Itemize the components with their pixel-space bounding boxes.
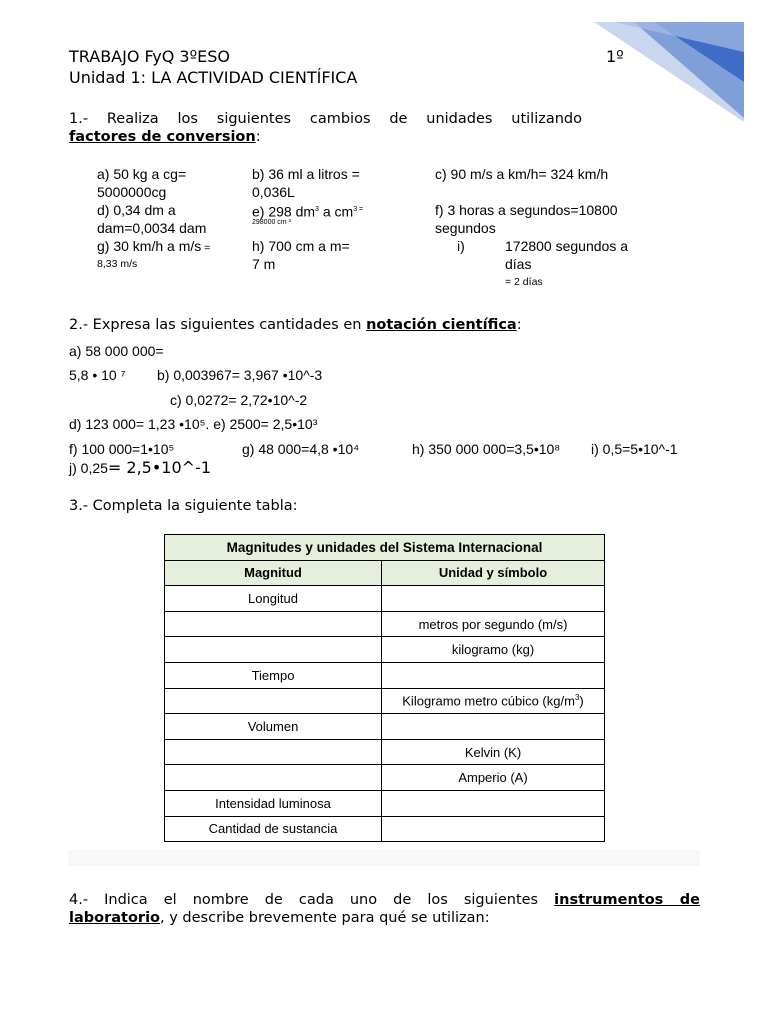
q1-a-line1: a) 50 kg a cg= xyxy=(97,166,187,182)
si-units-table xyxy=(164,534,605,842)
q1-c: c) 90 m/s a km/h= 324 km/h xyxy=(435,166,609,182)
table-title: Magnitudes y unidades del Sistema Internacional xyxy=(165,535,605,561)
q1-h-line1: h) 700 cm a m= xyxy=(252,238,350,254)
q2-intro: 2.- Expresa las siguientes cantidades en notación científica: xyxy=(69,317,522,333)
table-row: Kilogramo metro cúbico $(kg/m^3)$ xyxy=(165,688,605,714)
q1-b-line2: 0,036L xyxy=(252,184,295,200)
q1-e-line2: 298000 cm ³ xyxy=(252,219,291,226)
q4-intro-line2: laboratorio, y describe brevemente para qué se utilizan: xyxy=(69,910,490,926)
q1-intro: 1.- Realiza los siguientes cambios de unidades utilizando xyxy=(69,111,582,127)
q1-i-line3: = 2 días xyxy=(505,276,543,288)
table-row: Intensidad luminosa xyxy=(165,790,605,816)
q2-a: a) 58 000 000= xyxy=(69,343,164,359)
table-row: Amperio (A) xyxy=(165,765,605,791)
q1-i-line1: 172800 segundos a xyxy=(505,238,628,254)
q1-e-line1: e) 298 $dm^3$ a $cm^{3 =}$ xyxy=(252,203,364,220)
q1-f-line2: segundos xyxy=(435,220,496,236)
table-row: kilogramo (kg) xyxy=(165,637,605,663)
q1-g-line1: g) 30 km/h a m/s = xyxy=(97,238,211,254)
q1-d-line1: d) 0,34 dm a xyxy=(97,202,176,218)
table-row: Kelvin (K) xyxy=(165,739,605,765)
q1-intro-line2: factores de conversion: xyxy=(69,129,261,145)
q2-h: h) 350 000 000=3,5•10⁸ xyxy=(412,441,561,457)
corner-decoration xyxy=(594,22,744,122)
unit-title: Unidad 1: LA ACTIVIDAD CIENTÍFICA xyxy=(69,68,358,87)
q2-c: c) 0,0272= 2,72•10^-2 xyxy=(170,392,308,408)
q2-keyword: notación científica xyxy=(366,317,517,333)
q1-h-line2: 7 m xyxy=(252,256,276,272)
q1-f-line1: f) 3 horas a segundos=10800 xyxy=(435,202,618,218)
column-header-unit: Unidad y símbolo xyxy=(382,560,605,586)
q1-g-line2: 8,33 m/s xyxy=(97,258,138,270)
q1-keyword: factores de conversion xyxy=(69,129,256,145)
q2-a-answer: 5,8 • 10 ⁷ xyxy=(69,367,126,383)
doc-title: TRABAJO FyQ 3ºESO xyxy=(69,47,230,66)
table-row: Longitud xyxy=(165,586,605,612)
table-row: Cantidad de sustancia xyxy=(165,816,605,842)
q1-i-label: i) xyxy=(457,238,465,254)
q2-f: f) 100 000=1•10⁵ xyxy=(69,441,175,457)
q2-b: b) 0,003967= 3,967 •10^-3 xyxy=(157,367,323,383)
table-row: Tiempo xyxy=(165,662,605,688)
table-row: metros por segundo (m/s) xyxy=(165,611,605,637)
q1-b-line1: b) 36 ml a litros = xyxy=(252,166,360,182)
q2-g: g) 48 000=4,8 •10⁴ xyxy=(242,441,360,457)
q1-a-line2: 5000000cg xyxy=(97,184,167,200)
q2-j: j) 0,25= 2,5•10^-1 xyxy=(69,458,212,477)
q1-i-line2: días xyxy=(505,256,532,272)
table-row: Volumen xyxy=(165,714,605,740)
column-header-magnitude: Magnitud xyxy=(165,560,382,586)
q2-d-e: d) 123 000= 1,23 •10⁵. e) 2500= 2,5•10³ xyxy=(69,416,318,432)
course-label: 1º xyxy=(606,47,624,66)
q4-keyword: instrumentos de xyxy=(554,892,700,908)
q2-i: i) 0,5=5•10^-1 xyxy=(591,441,678,457)
q4-intro-line1: 4.- Indica el nombre de cada uno de los siguientes instrumentos de xyxy=(69,892,700,908)
q3-intro: 3.- Completa la siguiente tabla: xyxy=(69,498,298,514)
q1-d-line2: dam=0,0034 dam xyxy=(97,220,207,236)
section-separator xyxy=(68,850,700,866)
